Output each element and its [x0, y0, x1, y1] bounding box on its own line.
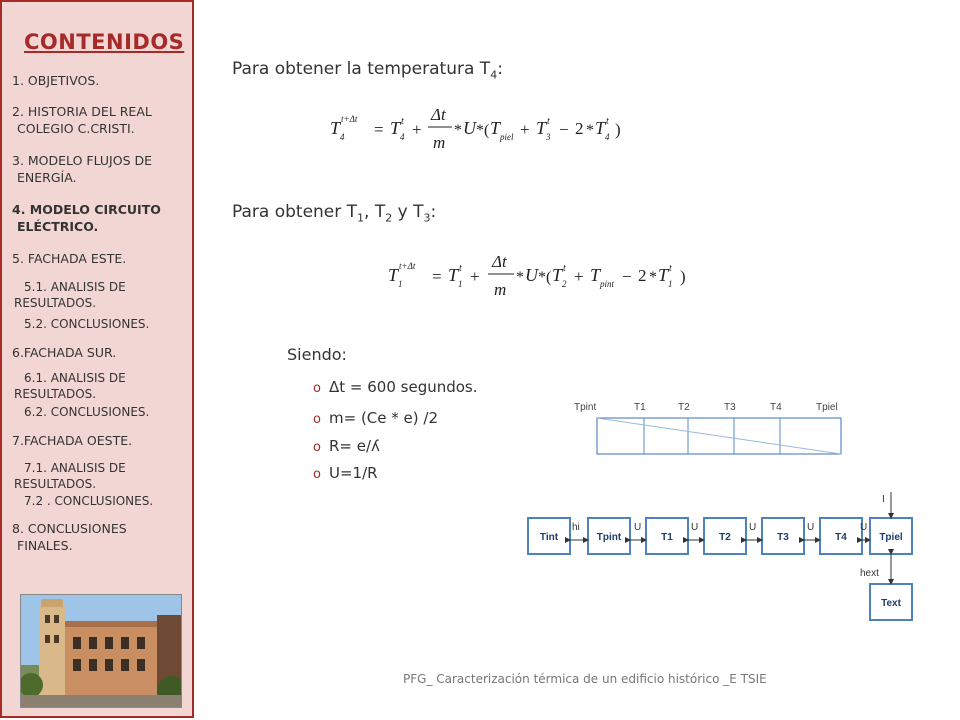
layer-label-t4: T4 [770, 402, 782, 413]
edge-label-u2: U [691, 522, 699, 533]
svg-text:1: 1 [398, 279, 403, 289]
svg-text:t: t [669, 263, 672, 274]
toc-item-fachada-sur[interactable]: 6.FACHADA SUR. [12, 345, 117, 360]
svg-text:t: t [563, 263, 566, 274]
svg-text:Text: Text [881, 598, 901, 609]
toc-item-objetivos[interactable]: 1. OBJETIVOS. [12, 73, 100, 88]
node-tpiel [870, 518, 912, 554]
svg-text:T: T [448, 265, 459, 285]
heading-t4: Para obtener la temperatura $T_4$: [232, 59, 503, 82]
siendo-label: Siendo: [287, 345, 347, 364]
svg-text:2: 2 [562, 279, 567, 289]
f1-lhs: T [330, 118, 341, 138]
toc-item-conclusiones-finales[interactable]: 8. CONCLUSIONES FINALES. [12, 521, 127, 553]
svg-text:+: + [574, 267, 584, 286]
svg-text:*: * [516, 269, 524, 286]
node-t4 [820, 518, 862, 554]
svg-text:t: t [606, 116, 609, 127]
toc-item-este-analisis[interactable]: 5.1. ANALISIS DE RESULTADOS. [14, 280, 126, 310]
circuit-diagram [520, 486, 920, 630]
toc-item-sur-conclusiones[interactable]: 6.2. CONCLUSIONES. [24, 405, 150, 419]
svg-text:4: 4 [605, 132, 610, 142]
toc-item-fachada-este[interactable]: 5. FACHADA ESTE. [12, 251, 127, 266]
svg-text:−: − [622, 267, 632, 286]
building-photo [20, 594, 182, 708]
svg-text:m: m [433, 133, 446, 152]
svg-text:T: T [590, 265, 601, 285]
svg-text:Tpint: Tpint [596, 532, 622, 543]
svg-text:+: + [520, 120, 530, 139]
sidebar [0, 0, 194, 718]
svg-text:t: t [459, 263, 462, 274]
node-t2 [704, 518, 746, 554]
svg-text:t+Δt: t+Δt [399, 261, 416, 271]
bullet-u: o U=1/R [313, 464, 378, 482]
svg-text:T4: T4 [835, 532, 847, 543]
toc-item-oeste-conclusiones[interactable]: 7.2 . CONCLUSIONES. [24, 494, 154, 508]
svg-text:*(: *( [476, 122, 490, 139]
svg-text:1: 1 [668, 279, 673, 289]
svg-text:T: T [595, 118, 606, 138]
svg-text:*: * [649, 269, 657, 286]
sidebar-title: CONTENIDOS [24, 30, 185, 54]
svg-text:4: 4 [400, 132, 405, 142]
svg-text:2: 2 [575, 119, 584, 138]
bullet-m: o m= (Ce * e) /2 [313, 409, 438, 427]
svg-text:T: T [536, 118, 547, 138]
toc-item-modelo-circuito[interactable]: 4. MODELO CIRCUITO ELÉCTRICO. [12, 202, 161, 234]
svg-text:Δt: Δt [492, 252, 507, 271]
svg-text:T2: T2 [719, 532, 731, 543]
svg-text:): ) [680, 267, 686, 286]
svg-text:U: U [525, 265, 538, 285]
node-tint [528, 518, 570, 554]
svg-text:2: 2 [638, 266, 647, 285]
formula-t1 [388, 245, 728, 305]
svg-text:T: T [388, 265, 399, 285]
edge-label-hi: hi [572, 522, 580, 533]
svg-text:=: = [374, 120, 384, 139]
layer-label-tpint: Tpint [574, 402, 597, 413]
svg-text:3: 3 [546, 132, 551, 142]
edge-label-hext: hext [860, 568, 879, 579]
svg-text:1: 1 [458, 279, 463, 289]
svg-text:4: 4 [340, 132, 345, 142]
svg-text:T3: T3 [777, 532, 789, 543]
footer-text: PFG_ Caracterización térmica de un edificio histórico _E TSIE [403, 672, 767, 686]
svg-text:*: * [586, 122, 594, 139]
edge-label-u5: U [860, 522, 868, 533]
svg-text:=: = [432, 267, 442, 286]
node-text [870, 584, 912, 620]
svg-text:t+Δt: t+Δt [341, 114, 358, 124]
toc-item-oeste-analisis[interactable]: 7.1. ANALISIS DE RESULTADOS. [14, 461, 126, 491]
svg-text:+: + [470, 267, 480, 286]
node-t1 [646, 518, 688, 554]
svg-text:T: T [390, 118, 401, 138]
svg-text:Tpiel: Tpiel [879, 532, 903, 543]
heading-t1-t2-t3: Para obtener $T_1$, $T_2$ y $T_3$: [232, 202, 437, 225]
toc-item-sur-analisis[interactable]: 6.1. ANALISIS DE RESULTADOS. [14, 371, 126, 401]
svg-text:−: − [559, 120, 569, 139]
layer-label-t1: T1 [634, 402, 646, 413]
svg-text:T: T [552, 265, 563, 285]
edge-label-u3: U [749, 522, 757, 533]
svg-text:Tint: Tint [539, 532, 559, 543]
toc-item-este-conclusiones[interactable]: 5.2. CONCLUSIONES. [24, 317, 150, 331]
bullet-r: o R= e/ʎ [313, 437, 380, 455]
node-tpint [588, 518, 630, 554]
svg-text:T1: T1 [661, 532, 673, 543]
svg-text:t: t [401, 116, 404, 127]
input-label-i: I [882, 494, 885, 505]
node-t3 [762, 518, 804, 554]
layer-diagram [566, 398, 862, 460]
edge-label-u4: U [807, 522, 815, 533]
svg-text:*: * [454, 122, 462, 139]
svg-text:+: + [412, 120, 422, 139]
svg-text:): ) [615, 120, 621, 139]
toc-item-fachada-oeste[interactable]: 7.FACHADA OESTE. [12, 433, 133, 448]
svg-text:*(: *( [538, 269, 552, 286]
svg-text:piel: piel [500, 132, 514, 142]
svg-text:pint: pint [600, 279, 615, 289]
edge-label-u1: U [634, 522, 642, 533]
layer-label-t3: T3 [724, 402, 736, 413]
toc-item-modelo-flujos[interactable]: 3. MODELO FLUJOS DE ENERGÍA. [12, 153, 153, 185]
svg-text:T: T [658, 265, 669, 285]
svg-text:Δt: Δt [431, 105, 446, 124]
svg-text:U: U [463, 118, 476, 138]
bullet-dt: o Δt = 600 segundos. [313, 378, 478, 396]
layer-label-tpiel: Tpiel [816, 402, 838, 413]
layer-label-t2: T2 [678, 402, 690, 413]
formula-t4 [330, 98, 640, 158]
svg-text:T: T [490, 118, 501, 138]
svg-text:m: m [494, 280, 507, 299]
svg-text:t: t [547, 116, 550, 127]
toc-item-historia[interactable]: 2. HISTORIA DEL REAL COLEGIO C.CRISTI. [12, 104, 152, 136]
